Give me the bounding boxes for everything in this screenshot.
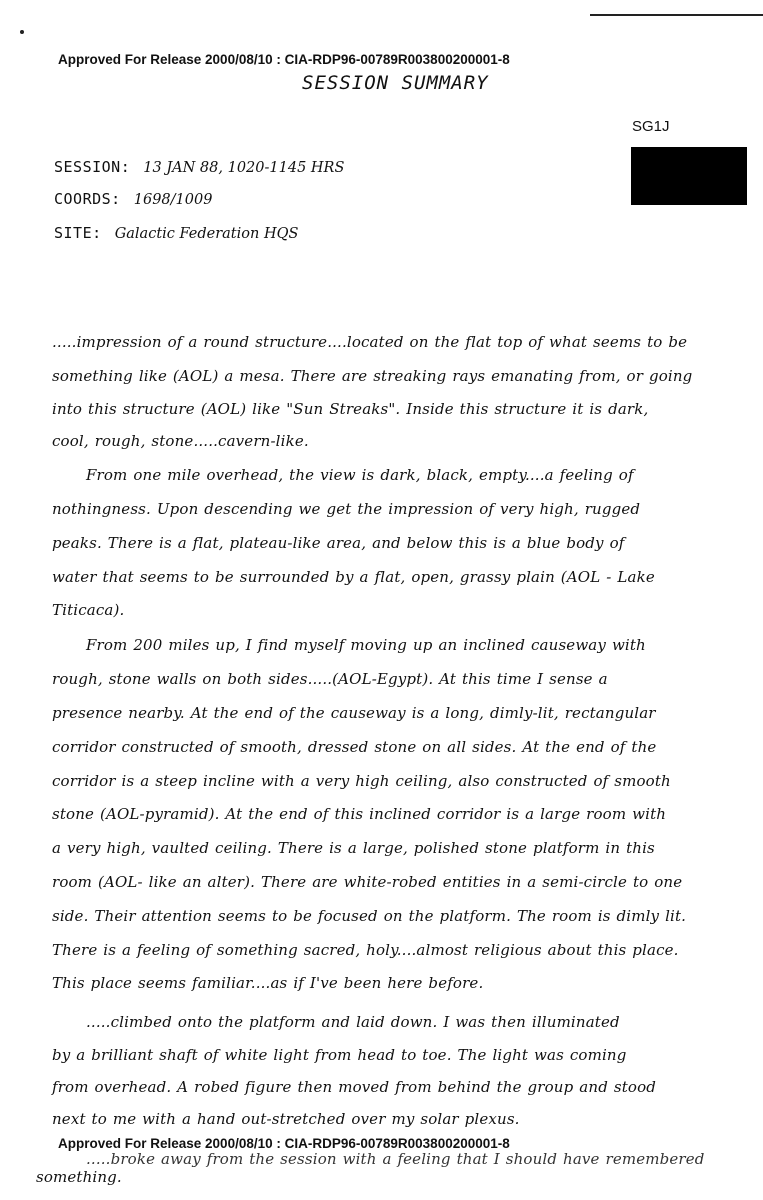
body-line: nothingness. Upon descending we get the impression of very high, rugged: [52, 500, 641, 518]
coords-value: 1698/1009: [133, 192, 213, 208]
body-line: .....climbed onto the platform and laid down. I was then illuminated: [86, 1013, 620, 1031]
site-value: Galactic Federation HQS: [114, 226, 299, 242]
body-line: This place seems familiar....as if I've been here before.: [52, 974, 484, 992]
body-line: side. Their attention seems to be focused on the platform. The room is dimly lit.: [52, 907, 687, 925]
document-title: SESSION SUMMARY: [302, 72, 489, 94]
body-line: rough, stone walls on both sides.....(AOL-Egypt). At this time I sense a: [52, 670, 608, 688]
body-line: next to me with a hand out-stretched over my solar plexus.: [52, 1110, 520, 1128]
body-line: something.: [36, 1168, 122, 1186]
body-line: something like (AOL) a mesa. There are streaking rays emanating from, or going: [52, 367, 693, 385]
body-line: .....broke away from the session with a feeling that I should have remembered: [86, 1150, 705, 1168]
body-line: by a brilliant shaft of white light from head to toe. The light was coming: [52, 1046, 627, 1064]
coords-label: COORDS:: [54, 190, 121, 208]
session-field: [54, 158, 344, 176]
document-id: SG1J: [632, 118, 670, 135]
body-line: From 200 miles up, I find myself moving up an inclined causeway with: [86, 636, 646, 654]
site-field: [54, 224, 298, 242]
site-label: SITE:: [54, 224, 102, 242]
body-line: corridor is a steep incline with a very high ceiling, also constructed of smooth: [52, 772, 671, 790]
session-label: SESSION:: [54, 158, 131, 176]
release-header: Approved For Release 2000/08/10 : CIA-RDP96-00789R003800200001-8: [58, 52, 510, 67]
body-line: corridor constructed of smooth, dressed stone on all sides. At the end of the: [52, 738, 657, 756]
body-line: presence nearby. At the end of the causeway is a long, dimly-lit, rectangular: [52, 704, 656, 722]
top-rule: [590, 14, 763, 16]
body-line: room (AOL- like an alter). There are white-robed entities in a semi-circle to one: [52, 873, 683, 891]
coords-field: [54, 190, 212, 208]
body-line: From one mile overhead, the view is dark, black, empty....a feeling of: [86, 466, 634, 484]
body-line: a very high, vaulted ceiling. There is a large, polished stone platform in this: [52, 839, 655, 857]
body-line: water that seems to be surrounded by a flat, open, grassy plain (AOL - Lake: [52, 568, 655, 586]
body-line: .....impression of a round structure....located on the flat top of what seems to be: [52, 333, 688, 351]
body-line: stone (AOL-pyramid). At the end of this inclined corridor is a large room with: [52, 805, 667, 823]
body-line: from overhead. A robed figure then moved from behind the group and stood: [52, 1078, 657, 1096]
redaction-block: [631, 147, 747, 205]
body-line: Titicaca).: [52, 601, 125, 619]
body-line: into this structure (AOL) like "Sun Streaks". Inside this structure it is dark,: [52, 400, 649, 418]
session-value: 13 JAN 88, 1020-1145 HRS: [143, 160, 345, 176]
body-line: cool, rough, stone.....cavern-like.: [52, 432, 309, 450]
body-line: peaks. There is a flat, plateau-like area, and below this is a blue body of: [52, 534, 625, 552]
body-line: There is a feeling of something sacred, holy....almost religious about this place.: [52, 941, 679, 959]
release-footer: Approved For Release 2000/08/10 : CIA-RDP96-00789R003800200001-8: [58, 1136, 510, 1151]
scan-mark: [20, 30, 24, 34]
